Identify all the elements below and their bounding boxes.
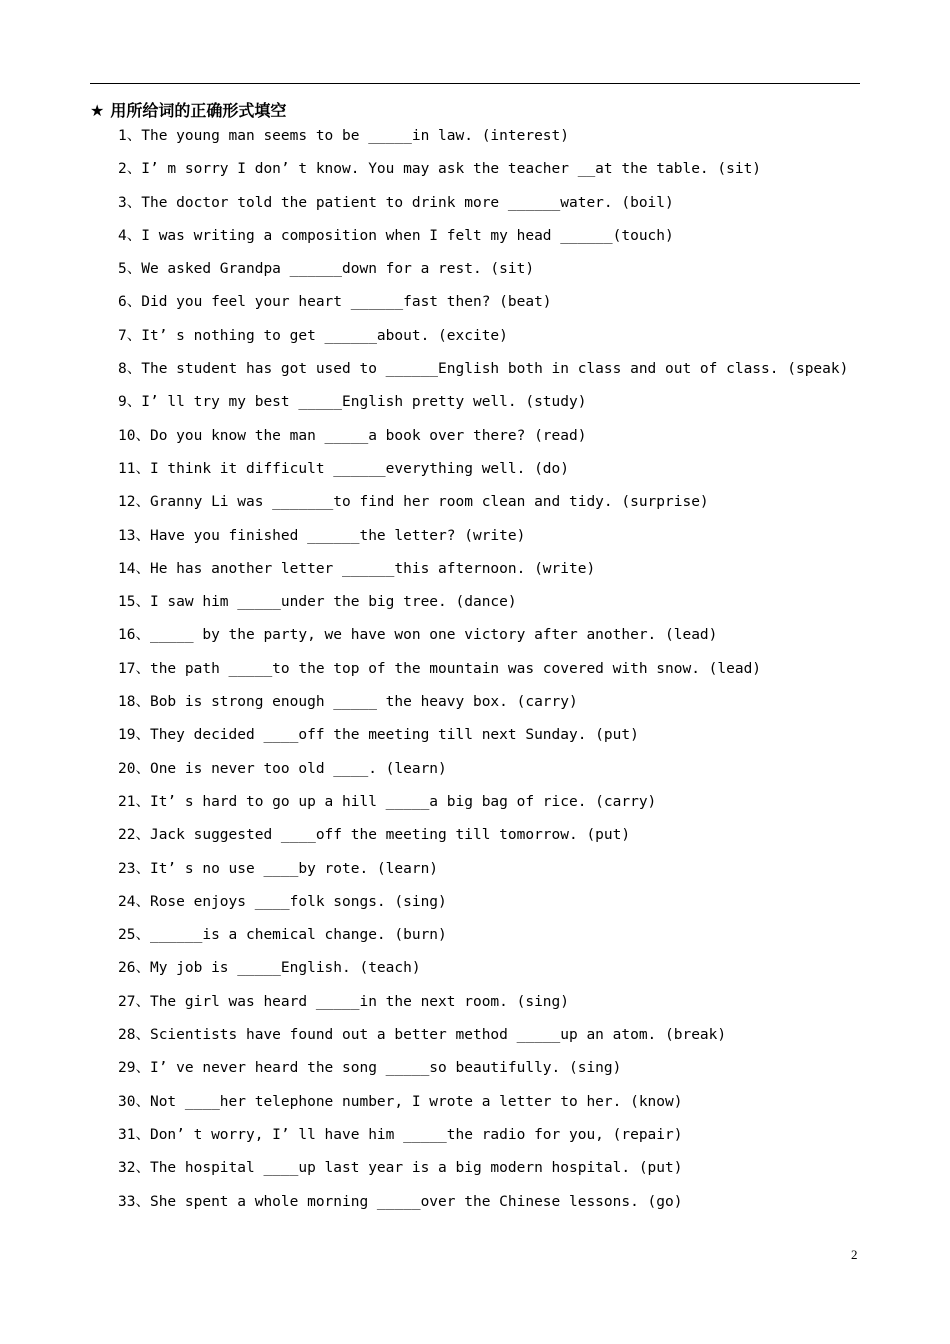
exercise-item: 2、I’ m sorry I don’ t know. You may ask the teacher __at the table. (sit) (118, 161, 762, 178)
exercise-item: 14、He has another letter ______this afternoon. (write) (118, 560, 596, 577)
exercise-item: 24、Rose enjoys ____folk songs. (sing) (118, 893, 447, 910)
exercise-item: 5、We asked Grandpa ______down for a rest. (sit) (118, 261, 535, 278)
exercise-item: 9、I’ ll try my best _____English pretty well. (study) (118, 394, 587, 411)
exercise-item: 16、_____ by the party, we have won one victory after another. (lead) (118, 627, 718, 644)
exercise-item: 33、She spent a whole morning _____over the Chinese lessons. (go) (118, 1193, 683, 1210)
exercise-item: 30、Not ____her telephone number, I wrote a letter to her. (know) (118, 1093, 683, 1110)
exercise-item: 23、It’ s no use ____by rote. (learn) (118, 860, 439, 877)
exercise-item: 13、Have you finished ______the letter? (write) (118, 527, 526, 544)
exercise-item: 26、My job is _____English. (teach) (118, 960, 421, 977)
star-icon: ★ (90, 101, 105, 120)
header-rule (90, 83, 860, 84)
exercise-list (118, 123, 858, 1222)
exercise-item: 4、I was writing a composition when I felt my head ______(touch) (118, 227, 674, 244)
exercise-item: 31、Don’ t worry, I’ ll have him _____the radio for you, (repair) (118, 1126, 683, 1143)
section-title: 用所给词的正确形式填空 (110, 101, 287, 120)
exercise-item: 21、It’ s hard to go up a hill _____a big bag of rice. (carry) (118, 793, 657, 810)
exercise-item: 8、The student has got used to ______English both in class and out of class. (speak) (118, 361, 849, 378)
exercise-item: 15、I saw him _____under the big tree. (dance) (118, 594, 517, 611)
exercise-item: 6、Did you feel your heart ______fast then? (beat) (118, 294, 552, 311)
exercise-item: 25、______is a chemical change. (burn) (118, 927, 447, 944)
exercise-item: 27、The girl was heard _____in the next room. (sing) (118, 993, 569, 1010)
exercise-item: 7、It’ s nothing to get ______about. (excite) (118, 327, 508, 344)
exercise-item: 28、Scientists have found out a better method _____up an atom. (break) (118, 1027, 727, 1044)
exercise-item: 22、Jack suggested ____off the meeting till tomorrow. (put) (118, 827, 631, 844)
exercise-item: 1、The young man seems to be _____in law. (interest) (118, 128, 569, 144)
exercise-item: 10、Do you know the man _____a book over there? (read) (118, 427, 587, 444)
section-heading (90, 99, 286, 123)
page-number: 2 (851, 1247, 858, 1262)
exercise-item: 18、Bob is strong enough _____ the heavy box. (carry) (118, 694, 578, 711)
exercise-item: 17、the path _____to the top of the mountain was covered with snow. (lead) (118, 660, 762, 677)
exercise-item: 12、Granny Li was _______to find her room clean and tidy. (surprise) (118, 494, 709, 511)
exercise-item: 20、One is never too old ____. (learn) (118, 760, 447, 777)
exercise-item: 32、The hospital ____up last year is a big modern hospital. (put) (118, 1160, 683, 1177)
exercise-item: 19、They decided ____off the meeting till next Sunday. (put) (118, 727, 639, 744)
exercise-item: 3、The doctor told the patient to drink more ______water. (boil) (118, 194, 674, 211)
exercise-item: 29、I’ ve never heard the song _____so beautifully. (sing) (118, 1060, 622, 1077)
exercise-item: 11、I think it difficult ______everything well. (do) (118, 460, 569, 477)
